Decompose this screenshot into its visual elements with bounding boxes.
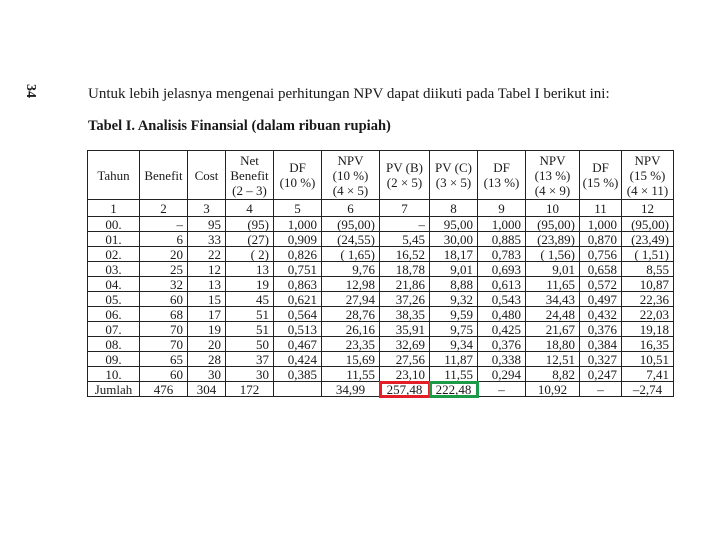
table-cell: 70 bbox=[140, 322, 188, 337]
table-cell: 60 bbox=[140, 292, 188, 307]
header-line: (3 × 5) bbox=[435, 175, 472, 190]
table-cell: 0,424 bbox=[274, 352, 322, 367]
header-cell bbox=[580, 151, 622, 200]
table-cell: 9,01 bbox=[430, 262, 478, 277]
table-cell: (95,00) bbox=[526, 217, 580, 232]
table-cell: 35,91 bbox=[380, 322, 430, 337]
header-cell bbox=[526, 151, 580, 200]
header-line: (13 %) bbox=[534, 167, 571, 183]
table-cell: 20 bbox=[140, 247, 188, 262]
table-cell: 51 bbox=[226, 307, 274, 322]
table-cell: 24,48 bbox=[526, 307, 580, 322]
table-row bbox=[88, 367, 674, 382]
total-row bbox=[88, 382, 674, 397]
table-cell: 0,480 bbox=[478, 307, 526, 322]
table-cell: 07. bbox=[88, 322, 140, 337]
header-cell bbox=[226, 151, 274, 200]
header-line: DF bbox=[592, 160, 609, 175]
table-cell: 0,247 bbox=[580, 367, 622, 382]
table-cell: 51 bbox=[226, 322, 274, 337]
table-cell: 50 bbox=[226, 337, 274, 352]
table-cell: 21,67 bbox=[526, 322, 580, 337]
table-cell: 23,10 bbox=[380, 367, 430, 382]
table-cell: 9,75 bbox=[430, 322, 478, 337]
header-line: NPV bbox=[337, 152, 364, 168]
table-cell: 23,35 bbox=[322, 337, 380, 352]
table-cell: 0,425 bbox=[478, 322, 526, 337]
table-cell: 0,751 bbox=[274, 262, 322, 277]
header-cell bbox=[478, 151, 526, 200]
column-number-cell: 5 bbox=[274, 200, 322, 217]
table-cell: 34,43 bbox=[526, 292, 580, 307]
table-cell: 18,78 bbox=[380, 262, 430, 277]
table-cell: 0,909 bbox=[274, 232, 322, 247]
table-row bbox=[88, 292, 674, 307]
total-pv-cost-highlight: 222,48 bbox=[430, 382, 478, 397]
table-cell: 19,18 bbox=[622, 322, 674, 337]
header-line: Net bbox=[240, 152, 259, 168]
column-number-cell: 10 bbox=[526, 200, 580, 217]
table-cell: 02. bbox=[88, 247, 140, 262]
header-line: NPV bbox=[634, 152, 661, 168]
table-cell: 8,88 bbox=[430, 277, 478, 292]
table-cell: 22,36 bbox=[622, 292, 674, 307]
table-cell: 10,51 bbox=[622, 352, 674, 367]
table-cell: 21,86 bbox=[380, 277, 430, 292]
table-cell: 0,543 bbox=[478, 292, 526, 307]
table-cell: 00. bbox=[88, 217, 140, 232]
column-number-cell: 8 bbox=[430, 200, 478, 217]
header-line: PV (B) bbox=[386, 160, 423, 175]
table-cell: (95,00) bbox=[622, 217, 674, 232]
total-pv-benefit-highlight: 257,48 bbox=[380, 382, 430, 397]
table-cell: 19 bbox=[226, 277, 274, 292]
table-cell: (95,00) bbox=[322, 217, 380, 232]
table-cell: ( 1,56) bbox=[526, 247, 580, 262]
table-cell: 0,497 bbox=[580, 292, 622, 307]
total-cell bbox=[274, 382, 322, 397]
header-line: (10 %) bbox=[279, 175, 316, 190]
header-line: (2 – 3) bbox=[232, 182, 267, 198]
table-cell: 0,564 bbox=[274, 307, 322, 322]
table-cell: 28,76 bbox=[322, 307, 380, 322]
column-number-cell: 6 bbox=[322, 200, 380, 217]
total-cell: 34,99 bbox=[322, 382, 380, 397]
table-cell: 95,00 bbox=[430, 217, 478, 232]
column-number-cell: 2 bbox=[140, 200, 188, 217]
table-cell: 30 bbox=[226, 367, 274, 382]
table-cell: 0,513 bbox=[274, 322, 322, 337]
column-number-cell: 1 bbox=[88, 200, 140, 217]
table-cell: 22,03 bbox=[622, 307, 674, 322]
table-cell: 10,87 bbox=[622, 277, 674, 292]
table-cell: 95 bbox=[188, 217, 226, 232]
table-cell: 30,00 bbox=[430, 232, 478, 247]
intro-text: Untuk lebih jelasnya mengenai perhitungan NPV dapat diikuti pada Tabel I berikut ini: bbox=[88, 86, 610, 102]
table-cell: ( 1,51) bbox=[622, 247, 674, 262]
table-cell: (23,89) bbox=[526, 232, 580, 247]
table-cell: 0,756 bbox=[580, 247, 622, 262]
table-cell: 11,87 bbox=[430, 352, 478, 367]
table-cell: 0,432 bbox=[580, 307, 622, 322]
table-row bbox=[88, 262, 674, 277]
table-cell: 04. bbox=[88, 277, 140, 292]
table-cell: 1,000 bbox=[274, 217, 322, 232]
table-cell: 0,783 bbox=[478, 247, 526, 262]
table-cell: 37 bbox=[226, 352, 274, 367]
table-cell: 22 bbox=[188, 247, 226, 262]
table-cell: 33 bbox=[188, 232, 226, 247]
table-cell: 17 bbox=[188, 307, 226, 322]
header-cell bbox=[188, 151, 226, 200]
table-cell: 01. bbox=[88, 232, 140, 247]
table-caption: Tabel I. Analisis Finansial (dalam ribuan rupiah) bbox=[88, 118, 391, 134]
table-cell: 11,55 bbox=[322, 367, 380, 382]
table-cell: 32 bbox=[140, 277, 188, 292]
total-cell: Jumlah bbox=[88, 382, 140, 397]
table-cell: 0,376 bbox=[478, 337, 526, 352]
table-cell: 10. bbox=[88, 367, 140, 382]
header-cell bbox=[430, 151, 478, 200]
column-number-cell: 7 bbox=[380, 200, 430, 217]
header-cell bbox=[380, 151, 430, 200]
financial-analysis-table bbox=[87, 150, 674, 397]
table-cell: 0,693 bbox=[478, 262, 526, 277]
table-cell: 0,338 bbox=[478, 352, 526, 367]
table-cell: 12,51 bbox=[526, 352, 580, 367]
table-cell: 7,41 bbox=[622, 367, 674, 382]
table-cell: 18,80 bbox=[526, 337, 580, 352]
header-line: Cost bbox=[194, 167, 219, 183]
table-cell: 45 bbox=[226, 292, 274, 307]
table-cell: 26,16 bbox=[322, 322, 380, 337]
table-cell: – bbox=[140, 217, 188, 232]
table-cell: 15,69 bbox=[322, 352, 380, 367]
column-number-cell: 12 bbox=[622, 200, 674, 217]
table-row bbox=[88, 247, 674, 262]
total-cell: 304 bbox=[188, 382, 226, 397]
table-cell: 16,52 bbox=[380, 247, 430, 262]
header-row bbox=[88, 151, 674, 200]
table-cell: 28 bbox=[188, 352, 226, 367]
table-cell: – bbox=[380, 217, 430, 232]
table-cell: 19 bbox=[188, 322, 226, 337]
table-cell: 25 bbox=[140, 262, 188, 277]
table-cell: 13 bbox=[188, 277, 226, 292]
table-row bbox=[88, 277, 674, 292]
table-cell: 0,621 bbox=[274, 292, 322, 307]
table-cell: 18,17 bbox=[430, 247, 478, 262]
table-cell: 8,82 bbox=[526, 367, 580, 382]
table-row bbox=[88, 307, 674, 322]
total-cell: – bbox=[580, 382, 622, 397]
header-line: PV (C) bbox=[435, 160, 472, 175]
page-number: 34 bbox=[23, 84, 38, 98]
table-cell: (95) bbox=[226, 217, 274, 232]
table-cell: 0,376 bbox=[580, 322, 622, 337]
table-cell: 27,56 bbox=[380, 352, 430, 367]
table-cell: 12,98 bbox=[322, 277, 380, 292]
table-cell: 15 bbox=[188, 292, 226, 307]
table-row bbox=[88, 217, 674, 232]
header-line: (4 × 5) bbox=[332, 182, 369, 198]
table-row bbox=[88, 337, 674, 352]
table-cell: 65 bbox=[140, 352, 188, 367]
table-cell: 0,826 bbox=[274, 247, 322, 262]
table-cell: 0,870 bbox=[580, 232, 622, 247]
header-cell bbox=[140, 151, 188, 200]
table-cell: ( 1,65) bbox=[322, 247, 380, 262]
table-cell: 32,69 bbox=[380, 337, 430, 352]
table-cell: 0,467 bbox=[274, 337, 322, 352]
header-line: (2 × 5) bbox=[386, 175, 423, 190]
table-cell: 08. bbox=[88, 337, 140, 352]
table-cell: 1,000 bbox=[580, 217, 622, 232]
table-cell: 0,327 bbox=[580, 352, 622, 367]
column-number-cell: 3 bbox=[188, 200, 226, 217]
header-line: Benefit bbox=[230, 167, 269, 183]
table-cell: 0,294 bbox=[478, 367, 526, 382]
table-cell: 68 bbox=[140, 307, 188, 322]
header-line: (15 %) bbox=[582, 175, 619, 190]
header-line: (10 %) bbox=[332, 167, 369, 183]
header-line: Tahun bbox=[97, 167, 130, 183]
table-cell: 0,384 bbox=[580, 337, 622, 352]
header-line: DF bbox=[289, 160, 306, 175]
column-number-cell: 4 bbox=[226, 200, 274, 217]
table-cell: 9,32 bbox=[430, 292, 478, 307]
header-line: NPV bbox=[539, 152, 566, 168]
total-cell: – bbox=[478, 382, 526, 397]
header-cell bbox=[274, 151, 322, 200]
table-cell: 6 bbox=[140, 232, 188, 247]
table-cell: 30 bbox=[188, 367, 226, 382]
table-cell: 38,35 bbox=[380, 307, 430, 322]
table-cell: 9,34 bbox=[430, 337, 478, 352]
total-cell: 10,92 bbox=[526, 382, 580, 397]
table-cell: 9,01 bbox=[526, 262, 580, 277]
table-cell: 0,572 bbox=[580, 277, 622, 292]
column-number-cell: 11 bbox=[580, 200, 622, 217]
table-cell: ( 2) bbox=[226, 247, 274, 262]
header-line: Benefit bbox=[144, 167, 183, 183]
column-number-cell: 9 bbox=[478, 200, 526, 217]
table-cell: 0,863 bbox=[274, 277, 322, 292]
column-number-row bbox=[88, 200, 674, 217]
table-cell: 60 bbox=[140, 367, 188, 382]
header-cell bbox=[622, 151, 674, 200]
table-cell: 05. bbox=[88, 292, 140, 307]
table-row bbox=[88, 232, 674, 247]
table-cell: 9,59 bbox=[430, 307, 478, 322]
table-cell: 16,35 bbox=[622, 337, 674, 352]
table-row bbox=[88, 352, 674, 367]
total-cell: 476 bbox=[140, 382, 188, 397]
table-cell: 06. bbox=[88, 307, 140, 322]
table-cell: 70 bbox=[140, 337, 188, 352]
table-cell: 11,65 bbox=[526, 277, 580, 292]
total-cell: 172 bbox=[226, 382, 274, 397]
table-cell: 13 bbox=[226, 262, 274, 277]
table-cell: 9,76 bbox=[322, 262, 380, 277]
table-cell: 1,000 bbox=[478, 217, 526, 232]
table-cell: 8,55 bbox=[622, 262, 674, 277]
header-line: (13 %) bbox=[483, 175, 520, 190]
table-cell: 5,45 bbox=[380, 232, 430, 247]
table-cell: 0,658 bbox=[580, 262, 622, 277]
table-cell: 20 bbox=[188, 337, 226, 352]
table-cell: (27) bbox=[226, 232, 274, 247]
table-cell: (24,55) bbox=[322, 232, 380, 247]
header-line: (4 × 9) bbox=[534, 182, 571, 198]
table-row bbox=[88, 322, 674, 337]
table-cell: 12 bbox=[188, 262, 226, 277]
header-line: (15 %) bbox=[629, 167, 666, 183]
header-cell bbox=[322, 151, 380, 200]
header-line: DF bbox=[493, 160, 510, 175]
table-cell: 37,26 bbox=[380, 292, 430, 307]
total-cell: –2,74 bbox=[622, 382, 674, 397]
table-cell: (23,49) bbox=[622, 232, 674, 247]
header-cell bbox=[88, 151, 140, 200]
table-cell: 11,55 bbox=[430, 367, 478, 382]
table-cell: 0,885 bbox=[478, 232, 526, 247]
header-line: (4 × 11) bbox=[626, 182, 669, 198]
table-cell: 03. bbox=[88, 262, 140, 277]
table-cell: 0,385 bbox=[274, 367, 322, 382]
table-cell: 27,94 bbox=[322, 292, 380, 307]
table-cell: 09. bbox=[88, 352, 140, 367]
table-cell: 0,613 bbox=[478, 277, 526, 292]
